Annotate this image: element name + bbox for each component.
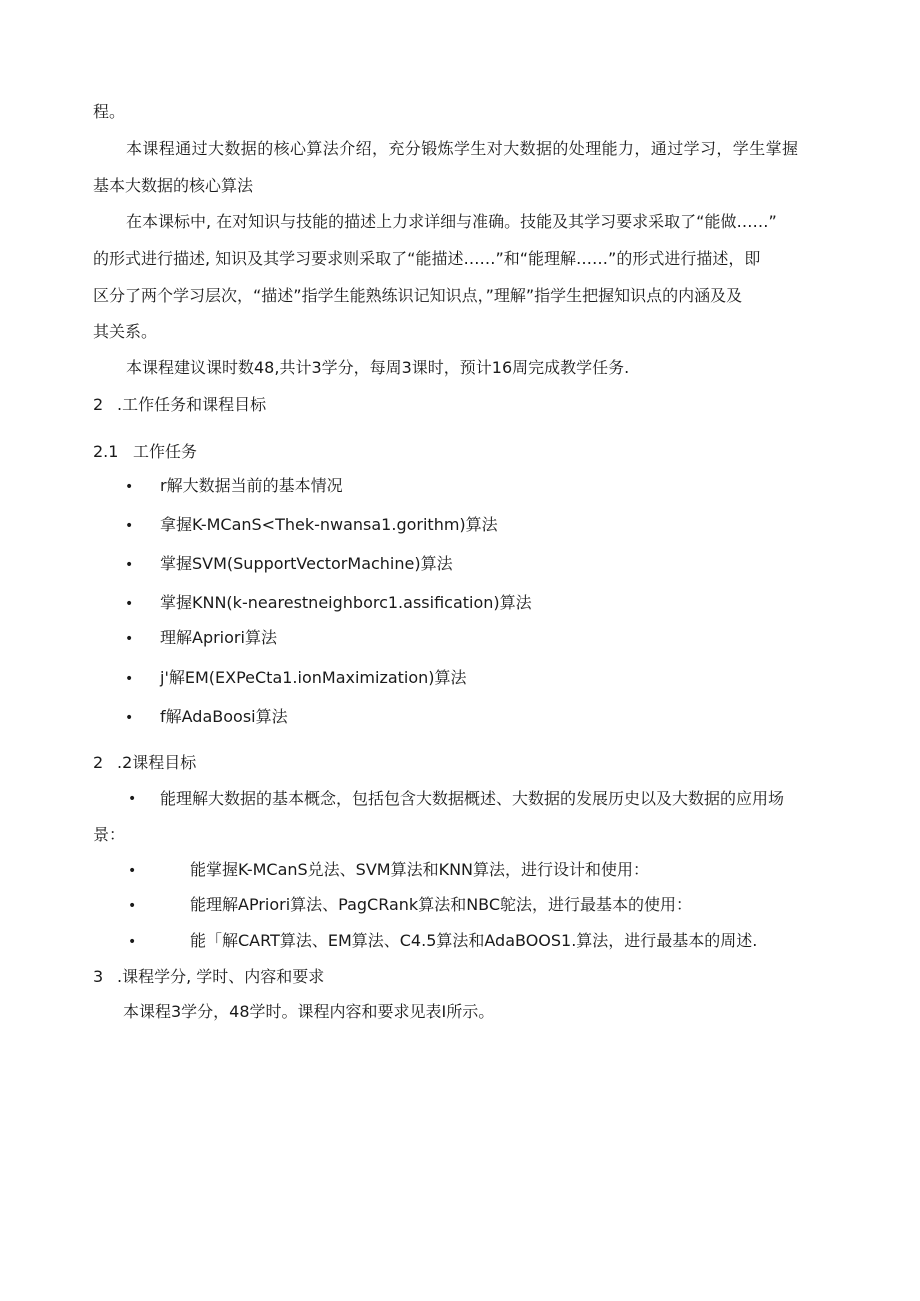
section2-2-number: 2 bbox=[93, 753, 104, 772]
task-item: 掌握SVM(SupportVectorMachine)算法 bbox=[160, 554, 453, 573]
task-bullet: • bbox=[125, 671, 134, 687]
goal1-line2: 景： bbox=[93, 825, 126, 844]
goal-bullet: • bbox=[128, 934, 137, 950]
goal1-line1: 能理解大数据的基本概念，包括包含大数据概述、大数据的发展历史以及大数据的应用场 bbox=[160, 789, 785, 808]
intro-p2-line2: 的形式进行描述, 知识及其学习要求则采取了“能描述……”和“能理解……”的形式进行描述，即 bbox=[93, 249, 761, 268]
task-item: r解大数据当前的基本情况 bbox=[160, 476, 343, 495]
intro-p1-line1: 本课程通过大数据的核心算法介绍，充分锻炼学生对大数据的处理能力，通过学习，学生掌握 bbox=[126, 139, 799, 158]
section3-title: .课程学分, 学时、内容和要求 bbox=[117, 967, 325, 986]
section2-2-title: .2课程目标 bbox=[117, 753, 197, 772]
task-item: j'解EM(EXPeCta1.ionMaximization)算法 bbox=[160, 668, 467, 687]
intro-p2-line3: 区分了两个学习层次，“描述”指学生能熟练识记知识点，”理解”指学生把握知识点的内涵及及 bbox=[93, 286, 743, 305]
task-bullet: • bbox=[125, 479, 134, 495]
goal-item: 能「解CART算法、EM算法、C4.5算法和AdaBOOS1.算法，进行最基本的周述. bbox=[190, 931, 758, 950]
goal-item: 能理解APriori算法、PagCRank算法和NBC鸵法，进行最基本的使用： bbox=[190, 895, 693, 914]
intro-line0: 程。 bbox=[93, 102, 126, 121]
goal-bullet: • bbox=[128, 863, 137, 879]
intro-p2-line4: 其关系。 bbox=[93, 322, 158, 341]
goal-bullet: • bbox=[128, 898, 137, 914]
task-item: 理解Apriori算法 bbox=[160, 628, 277, 647]
goal-bullet: • bbox=[128, 791, 137, 807]
task-bullet: • bbox=[125, 596, 134, 612]
section3-text: 本课程3学分，48学时。课程内容和要求见表I所示。 bbox=[123, 1002, 495, 1021]
intro-p1-line2: 基本大数据的核心算法 bbox=[93, 176, 254, 195]
section2-1-title: 工作任务 bbox=[133, 442, 198, 461]
section3-number: 3 bbox=[93, 967, 104, 986]
section2-title: .工作任务和课程目标 bbox=[117, 395, 267, 414]
task-item: 掌握KNN(k-nearestneighborc1.assification)算法 bbox=[160, 593, 532, 612]
task-bullet: • bbox=[125, 631, 134, 647]
task-bullet: • bbox=[125, 710, 134, 726]
section2-1-number: 2.1 bbox=[93, 442, 119, 461]
section2-number: 2 bbox=[93, 395, 104, 414]
task-bullet: • bbox=[125, 557, 134, 573]
goal-item: 能掌握K-MCanS兑法、SVM算法和KNN算法，进行设计和使用： bbox=[190, 860, 650, 879]
task-item: 拿握K-MCanS<Thek-nwansa1.gorithm)算法 bbox=[160, 515, 498, 534]
intro-p2-line1: 在本课标中, 在对知识与技能的描述上力求详细与准确。技能及其学习要求采取了“能做……” bbox=[126, 212, 777, 231]
task-bullet: • bbox=[125, 518, 134, 534]
intro-p3: 本课程建议课时数48,共计3学分，每周3课时，预计16周完成教学任务. bbox=[126, 358, 630, 377]
task-item: f解AdaBoosi算法 bbox=[160, 707, 288, 726]
